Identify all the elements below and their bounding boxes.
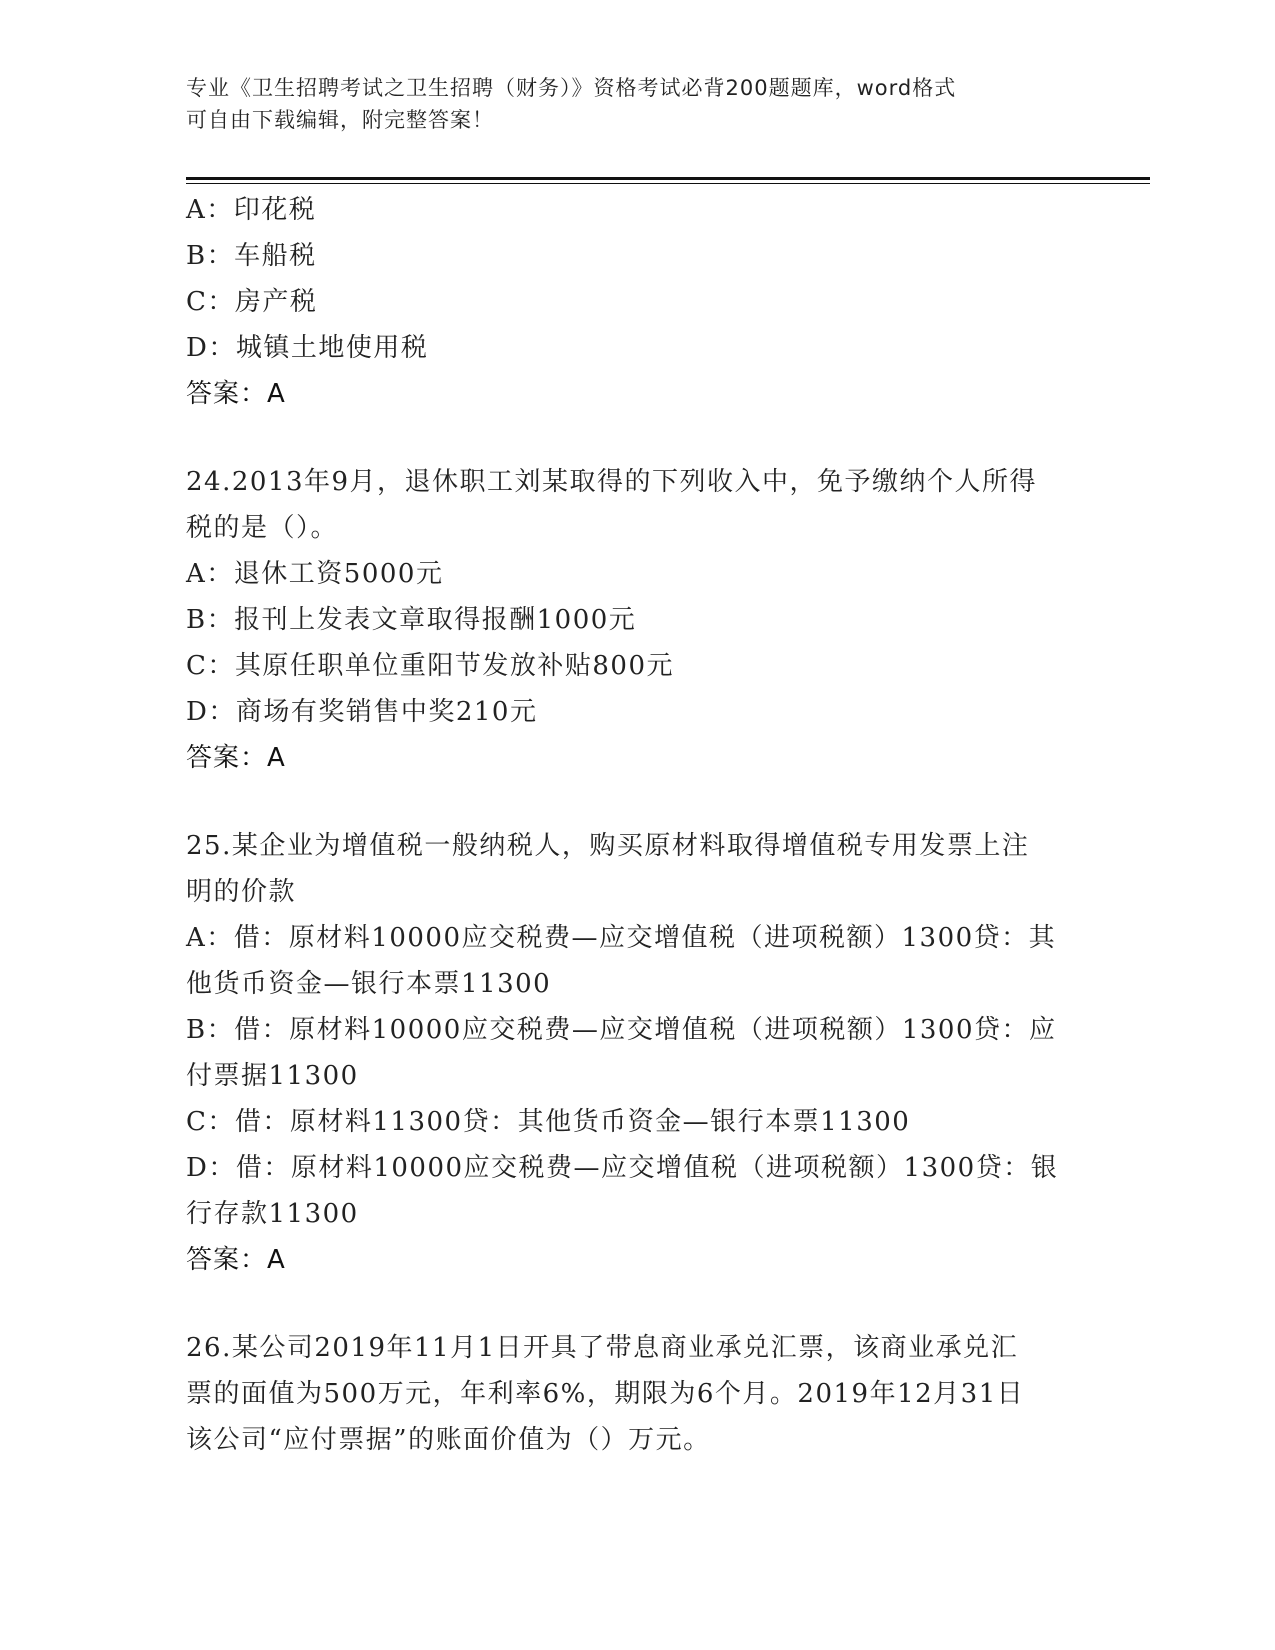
option-c: C：房产税 — [186, 287, 318, 317]
question-content — [186, 187, 1086, 1463]
question-stem: 26.某公司2019年11月1日开具了带息商业承兑汇票，该商业承兑汇 — [186, 1333, 1019, 1363]
option-a: A：退休工资5000元 — [186, 559, 444, 589]
option-c: C：借：原材料11300贷：其他货币资金—银行本票11300 — [186, 1107, 911, 1137]
question-stem-continued: 票的面值为500万元，年利率6%，期限为6个月。2019年12月31日 — [186, 1379, 1025, 1409]
question-stem-continued: 明的价款 — [186, 877, 297, 907]
option-a: A：借：原材料10000应交税费—应交增值税（进项税额）1300贷：其 — [186, 923, 1057, 953]
question-stem-continued: 税的是（）。 — [186, 513, 339, 543]
option-b-continued: 付票据11300 — [186, 1061, 359, 1091]
header-title-line1: 专业《卫生招聘考试之卫生招聘（财务）》资格考试必背200题题库，word格式 — [186, 76, 957, 100]
header-divider-thin — [186, 183, 1150, 184]
document-header — [186, 72, 1086, 136]
question-stem: 25.某企业为增值税一般纳税人，购买原材料取得增值税专用发票上注 — [186, 831, 1030, 861]
option-d: D：借：原材料10000应交税费—应交增值税（进项税额）1300贷：银 — [186, 1153, 1059, 1183]
question-block-26 — [186, 1325, 1086, 1463]
answer-line: 答案：A — [186, 743, 286, 773]
option-c: C：其原任职单位重阳节发放补贴800元 — [186, 651, 675, 681]
spacer — [186, 781, 1086, 823]
option-d: D：商场有奖销售中奖210元 — [186, 697, 538, 727]
answer-line: 答案：A — [186, 1245, 286, 1275]
question-block-23 — [186, 187, 1086, 417]
answer-line: 答案：A — [186, 379, 286, 409]
option-b: B：车船税 — [186, 241, 317, 271]
header-divider-thick — [186, 177, 1150, 180]
question-stem-continued: 该公司“应付票据”的账面价值为（）万元。 — [186, 1425, 711, 1455]
spacer — [186, 417, 1086, 459]
question-stem: 24.2013年9月，退休职工刘某取得的下列收入中，免予缴纳个人所得 — [186, 467, 1038, 497]
option-b: B：报刊上发表文章取得报酬1000元 — [186, 605, 637, 635]
option-b: B：借：原材料10000应交税费—应交增值税（进项税额）1300贷：应 — [186, 1015, 1057, 1045]
question-block-25 — [186, 823, 1086, 1283]
spacer — [186, 1283, 1086, 1325]
question-block-24 — [186, 459, 1086, 781]
option-d: D：城镇土地使用税 — [186, 333, 429, 363]
header-title-line2: 可自由下载编辑，附完整答案！ — [186, 108, 494, 132]
option-a: A：印花税 — [186, 195, 317, 225]
option-a-continued: 他货币资金—银行本票11300 — [186, 969, 552, 999]
option-d-continued: 行存款11300 — [186, 1199, 359, 1229]
